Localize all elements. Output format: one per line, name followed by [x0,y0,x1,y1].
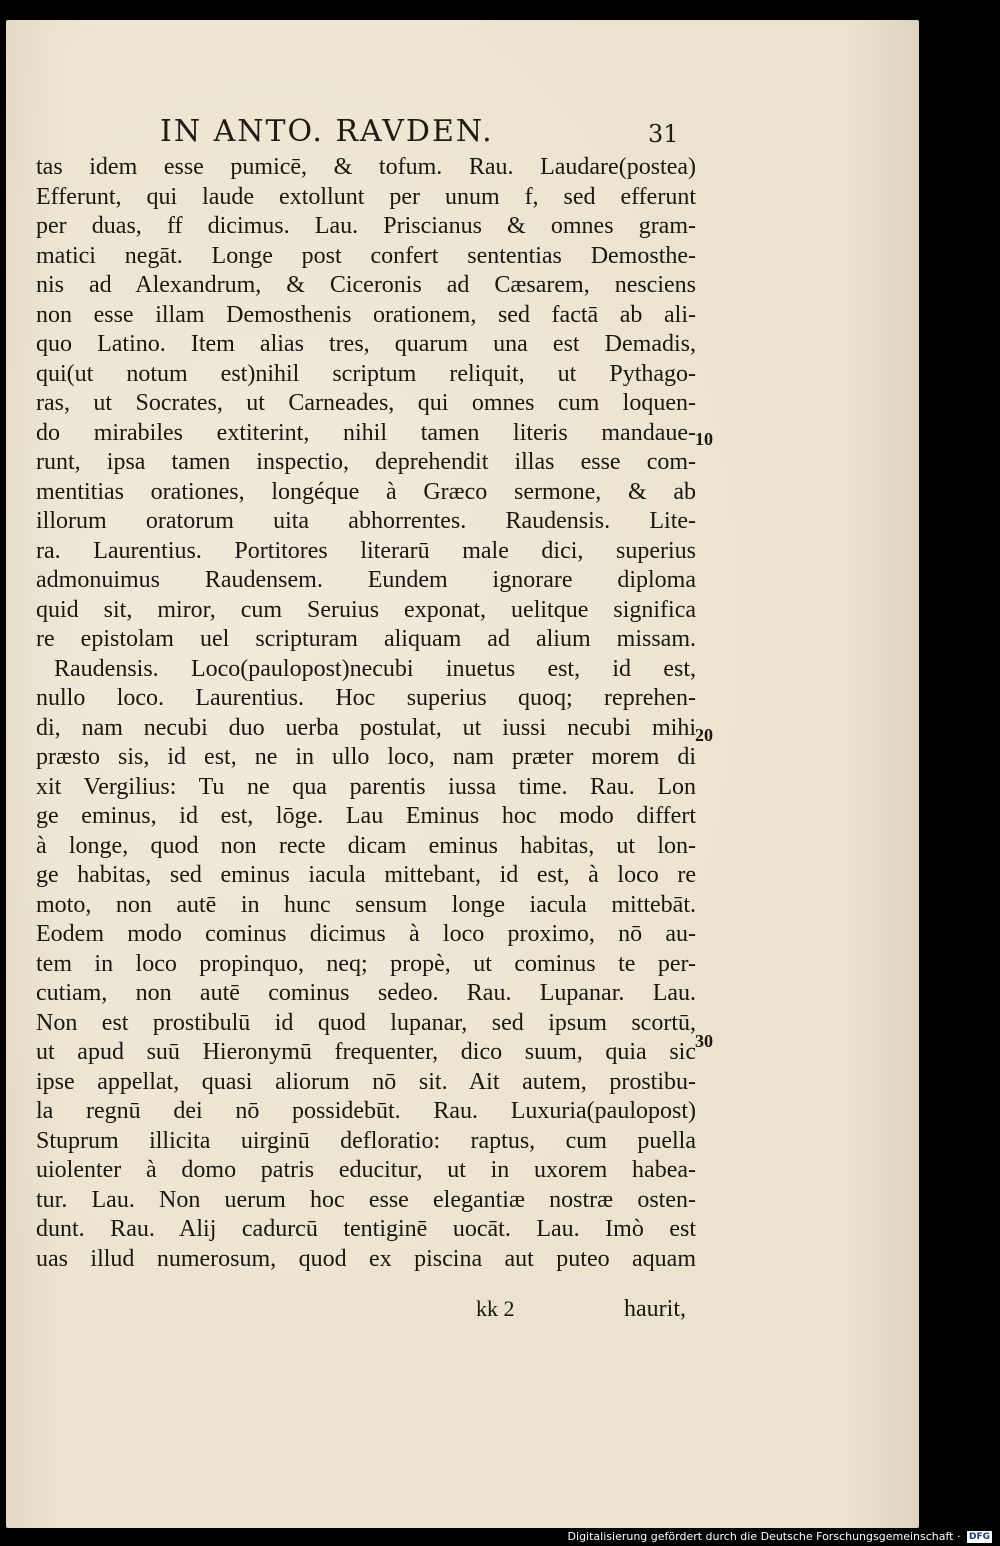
text-line: nullo loco. Laurentius. Hoc superius quoq; reprehen- [36,685,696,711]
text-line: Non est prostibulū id quod lupanar, sed ipsum scortū, [36,1009,696,1036]
margin-line-number: 30 [695,1031,713,1051]
text-line: non esse illam Demosthenis orationem, sed factā ab ali- [36,301,696,328]
text-line: illorum oratorum uita abhorrentes. Raudensis. Lite- [36,508,696,534]
text-line: ras, ut Socrates, ut Carneades, qui omnes cum loquen- [36,390,696,416]
running-head: IN ANTO. RAVDEN. [160,114,494,149]
text-line: Efferunt, qui laude extollunt per unum f, sed efferunt [36,183,696,210]
text-line: ge habitas, sed eminus iacula mittebant, id est, à loco re [36,862,696,888]
text-line: uiolenter à domo patris educitur, ut in uxorem habea- [36,1157,696,1183]
text-line: qui(ut notum est)nihil scriptum reliquit, ut Pythago- [36,360,696,387]
text-line: quo Latino. Item alias tres, quarum una est Demadis, [36,331,696,357]
funding-credit: Digitalisierung gefördert durch die Deutsche Forschungsgemeinschaft · DFG [567,1530,990,1543]
text-block [36,153,696,1274]
text-line: ra. Laurentius. Portitores literarū male dici, superius [36,537,696,564]
dfg-logo: DFG [968,1532,990,1542]
text-line: re epistolam uel scripturam aliquam ad alium missam. [36,626,696,652]
text-line: cutiam, non autē cominus sedeo. Rau. Lupanar. Lau. [36,980,696,1006]
text-line: Stuprum illicita uirginū defloratio: raptus, cum puella [36,1127,696,1154]
text-line: di, nam necubi duo uerba postulat, ut iussi necubi mihi [36,714,696,741]
text-line: xit Vergilius: Tu ne qua parentis iussa time. Rau. Lon [36,773,696,800]
funding-credit-text: Digitalisierung gefördert durch die Deutsche Forschungsgemeinschaft [567,1530,954,1543]
text-line: præsto sis, id est, ne in ullo loco, nam præter morem di [36,744,696,770]
text-line: quid sit, miror, cum Seruius exponat, uelitque significa [36,596,696,623]
text-line: nis ad Alexandrum, & Ciceronis ad Cæsarem, nesciens [36,272,696,298]
page-header [0,112,1000,152]
text-line: la regnū dei nō possidebūt. Rau. Luxuria(paulopost) [36,1098,696,1124]
text-line: tem in loco propinquo, neq; propè, ut cominus te per- [36,950,696,977]
text-line: tas idem esse pumicē, & tofum. Rau. Laudare(postea) [36,154,696,180]
text-line: uas illud numerosum, quod ex piscina aut puteo aquam [36,1245,696,1272]
text-line: ipse appellat, quasi aliorum nō sit. Ait autem, prostibu- [36,1068,696,1095]
text-line: ge eminus, id est, lōge. Lau Eminus hoc modo differt [36,803,696,829]
text-line: matici negāt. Longe post confert sententias Demosthe- [36,242,696,269]
text-line: dunt. Rau. Alij cadurcū tentiginē uocāt. Lau. Imò est [36,1216,696,1242]
margin-line-number: 20 [695,725,713,745]
text-line: tur. Lau. Non uerum hoc esse elegantiæ nostræ osten- [36,1186,696,1213]
margin-line-number: 10 [695,429,713,449]
folio-number: 31 [648,120,679,148]
signature-mark: kk 2 [476,1296,515,1321]
text-line: Eodem modo cominus dicimus à loco proximo, nō au- [36,921,696,947]
page-footer-row [36,1294,686,1324]
text-line: ut apud suū Hieronymū frequenter, dico suum, quia sic [36,1039,696,1065]
text-line: do mirabiles extiterint, nihil tamen literis mandaue- [36,419,696,446]
text-line: admonuimus Raudensem. Eundem ignorare diploma [36,567,696,593]
catchword: haurit, [624,1296,686,1322]
text-line: à longe, quod non recte dicam eminus habitas, ut lon- [36,832,696,859]
text-line: runt, ipsa tamen inspectio, deprehendit illas esse com- [36,449,696,475]
text-line: per duas, ff dicimus. Lau. Priscianus & omnes gram- [36,213,696,239]
text-line: mentitias orationes, longéque à Græco sermone, & ab [36,478,696,505]
text-line: moto, non autē in hunc sensum longe iacula mittebāt. [36,891,696,918]
text-line: Raudensis. Loco(paulopost)necubi inuetus est, id est, [54,655,696,682]
